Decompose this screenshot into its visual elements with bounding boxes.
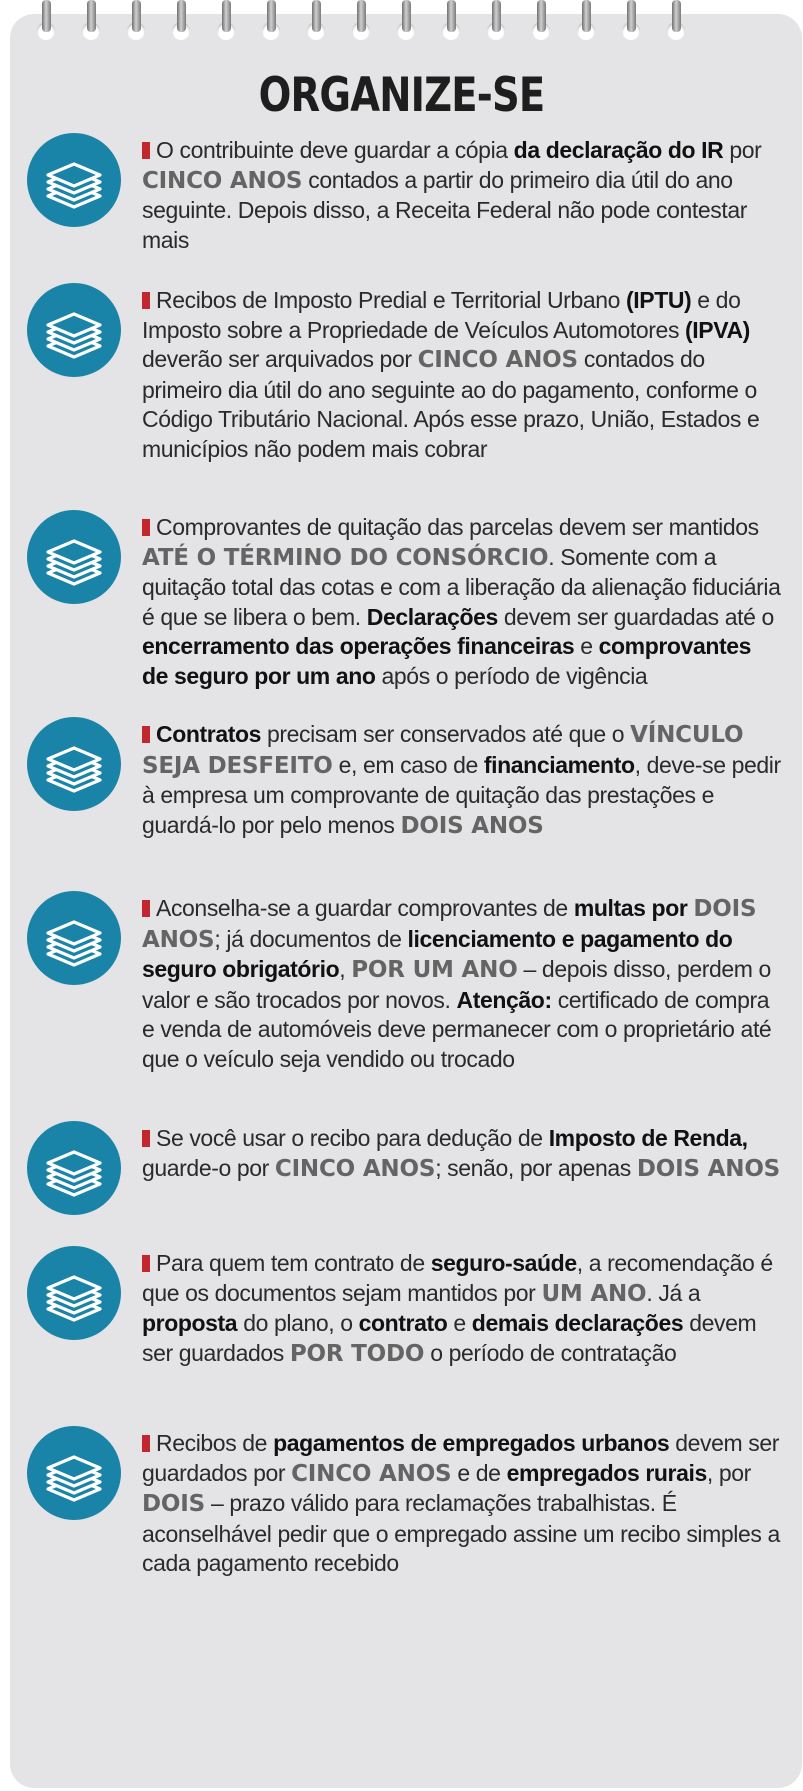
stacked-documents-icon [26, 716, 122, 812]
body-text: , [339, 956, 352, 982]
bold-text: empregados rurais [506, 1459, 707, 1486]
body-text: precisam ser conservados até que o [261, 721, 631, 747]
body-text: e do Imposto sobre a Propriedade de Veículos Automotores [142, 287, 741, 343]
bold-text: (IPVA) [685, 316, 750, 343]
bullet-marker [142, 900, 150, 917]
tip-text [142, 1124, 782, 1184]
binder-ring [172, 0, 188, 48]
body-text: e [447, 1310, 472, 1336]
body-text: certificado de compra e venda de automóveis deve permanecer com o proprietário até que o veículo seja vendido ou trocado [142, 986, 772, 1072]
highlight-text: CINCO ANOS [274, 1155, 436, 1182]
stacked-documents-icon [26, 509, 122, 605]
bold-text: Imposto de Renda, [548, 1125, 748, 1151]
body-text: e de [451, 1459, 507, 1486]
highlight-text: DOIS [142, 1491, 205, 1517]
binder-ring [622, 0, 638, 48]
body-text: . Somente com a quitação total das cotas e com a liberação da alienação fiduciária é que se libera o bem. [142, 543, 781, 630]
stacked-documents-icon [26, 1425, 122, 1521]
body-text: o período de contratação [424, 1339, 677, 1366]
body-text: ; já documentos de [214, 925, 408, 952]
body-text: Para quem tem contrato de [156, 1250, 431, 1276]
tip-text [142, 513, 782, 691]
tip-text [142, 894, 782, 1074]
highlight-text: POR TODO [289, 1340, 425, 1367]
body-text: O contribuinte deve guardar a cópia [156, 137, 514, 163]
body-text: . Já a [646, 1279, 701, 1306]
body-text: Recibos de [156, 1430, 274, 1456]
body-text: e, em caso de [332, 751, 484, 778]
bold-text: proposta [142, 1310, 238, 1336]
tip-text [142, 1249, 782, 1369]
bullet-marker [142, 292, 150, 309]
stacked-documents-icon [26, 1245, 122, 1341]
body-text: – prazo válido para reclamações trabalhistas. É aconselhável pedir que o empregado assine um recibo simples a cada pagamento recebido [142, 1490, 780, 1576]
bold-text: seguro-saúde [430, 1250, 577, 1276]
body-text: por [723, 137, 762, 163]
body-text: devem ser guardadas até o [497, 603, 774, 630]
bold-text: licenciamento e pagamento do seguro obrigatório [142, 925, 733, 982]
binder-ring [487, 0, 503, 48]
highlight-text: DOIS ANOS [400, 812, 544, 839]
highlight-text: DOIS ANOS [142, 896, 757, 953]
bold-text: Atenção: [456, 986, 552, 1013]
highlight-text: CINCO ANOS [291, 1460, 452, 1487]
stacked-documents-icon [26, 282, 122, 378]
bullet-marker [142, 142, 150, 159]
bullet-marker [142, 1130, 150, 1147]
binder-ring [442, 0, 458, 48]
bold-text: comprovantes de seguro por um ano [142, 633, 752, 689]
bold-text: demais declarações [471, 1310, 684, 1336]
bold-text: financiamento [483, 751, 635, 778]
bold-text: Contratos [156, 721, 262, 747]
stacked-documents-icon [26, 1120, 122, 1216]
binder-ring [667, 0, 683, 48]
body-text: após o período de vigência [375, 662, 648, 689]
body-text: Recibos de Imposto Predial e Territorial Urbano [156, 287, 626, 313]
body-text: guarde-o por [142, 1154, 275, 1181]
tip-text [142, 1429, 782, 1579]
bold-text: da declaração do IR [513, 137, 724, 163]
highlight-text: VÍNCULO SEJA DESFEITO [142, 722, 744, 779]
highlight-text: CINCO ANOS [142, 167, 303, 194]
bold-text: Declarações [366, 603, 498, 630]
body-text: – depois disso, perdem o valor e são trocados por novos. [142, 956, 771, 1013]
bullet-marker [142, 726, 150, 743]
body-text: devem ser guardados por [142, 1430, 780, 1486]
body-text: deverão ser arquivados por [142, 346, 418, 372]
binder-ring [397, 0, 413, 48]
binder-ring [532, 0, 548, 48]
highlight-text: CINCO ANOS [417, 347, 578, 373]
binder-ring [307, 0, 323, 48]
tip-text [142, 286, 782, 464]
bullet-marker [142, 1255, 150, 1272]
binder-ring [577, 0, 593, 48]
binder-ring [37, 0, 53, 48]
stacked-documents-icon [26, 132, 122, 228]
body-text: contados do primeiro dia útil do ano seguinte ao do pagamento, conforme o Código Tributário Nacional. Após esse prazo, União, Estados e municípios não podem mais cobrar [142, 346, 760, 462]
body-text: contados a partir do primeiro dia útil do ano seguinte. Depois disso, a Receita Federal não pode contestar mais [142, 166, 748, 253]
body-text: Comprovantes de quitação das parcelas devem ser mantidos [156, 514, 759, 540]
body-text: devem ser guardados [142, 1310, 757, 1366]
binder-ring [82, 0, 98, 48]
body-text: ; senão, por apenas [435, 1154, 637, 1181]
tip-text [142, 720, 782, 841]
bold-text: encerramento das operações financeiras [142, 633, 575, 659]
stacked-documents-icon [26, 890, 122, 986]
page-title: ORGANIZE-SE [258, 68, 545, 123]
body-text: Aconselha-se a guardar comprovantes de [156, 895, 574, 921]
bullet-marker [142, 1435, 150, 1452]
bold-text: pagamentos de empregados urbanos [273, 1430, 670, 1456]
body-text: , deve-se pedir à empresa um comprovante de quitação das prestações e guardá-lo por pelo menos [142, 751, 781, 838]
highlight-text: UM ANO [541, 1280, 647, 1307]
binder-ring [127, 0, 143, 48]
body-text: Se você usar o recibo para dedução de [156, 1125, 549, 1151]
binder-ring [217, 0, 233, 48]
binder-ring [262, 0, 278, 48]
body-text: , a recomendação é que os documentos sejam mantidos por [142, 1250, 773, 1306]
highlight-text: POR UM ANO [351, 957, 518, 983]
body-text: e [574, 633, 599, 659]
tip-text [142, 136, 782, 255]
spiral-binding [0, 0, 803, 48]
body-text: , por [706, 1459, 751, 1486]
binder-ring [352, 0, 368, 48]
body-text: do plano, o [237, 1310, 359, 1336]
bullet-marker [142, 519, 150, 536]
bold-text: contrato [358, 1310, 448, 1336]
bold-text: multas por [573, 895, 688, 921]
highlight-text: ATÉ O TÉRMINO DO CONSÓRCIO [142, 544, 549, 571]
bold-text: (IPTU) [626, 287, 692, 313]
highlight-text: DOIS ANOS [636, 1155, 781, 1182]
